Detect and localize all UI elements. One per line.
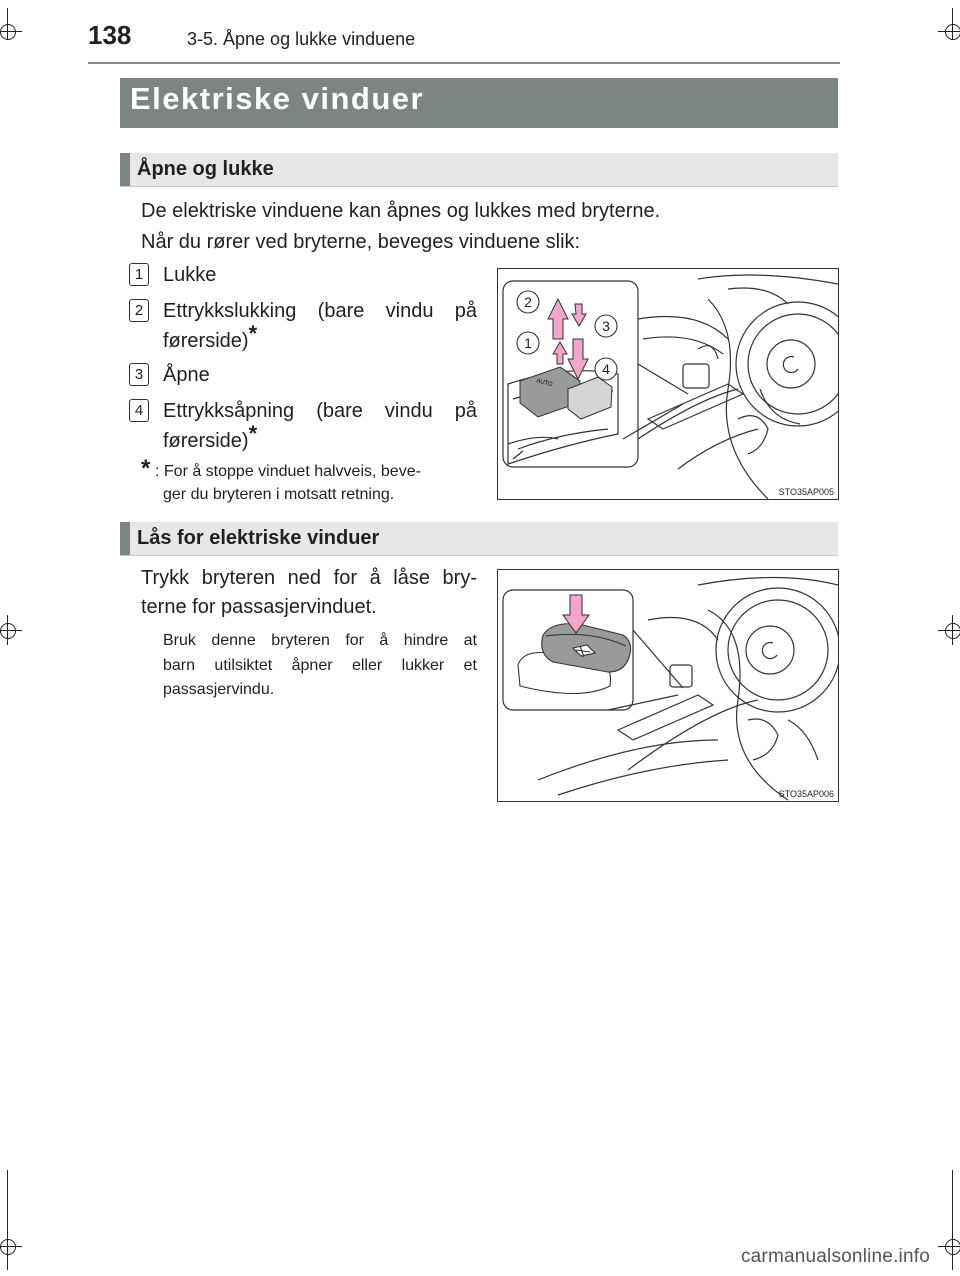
item-number-3: 3 — [129, 363, 149, 386]
subheading-text: Åpne og lukke — [137, 158, 274, 180]
crop-mark-top-left — [0, 0, 30, 40]
footnote-line-2: ger du bryteren i motsatt retning. — [163, 486, 395, 503]
asterisk-mark: * — [248, 321, 258, 347]
crop-mark-top-right — [930, 0, 960, 40]
subheading-window-lock — [120, 522, 838, 556]
item-2-label: Ettrykkslukking (bare vindu på — [163, 300, 477, 322]
crop-mark-mid-right — [930, 615, 960, 645]
auto-label: AUTO — [535, 378, 554, 389]
item-3-label: Åpne — [163, 364, 210, 386]
lock-text-line-2: terne for passasjervinduet. — [141, 596, 377, 618]
intro-line-2: Når du rører ved bryterne, beveges vinduene slik: — [141, 231, 581, 253]
item-4-label: Ettrykksåpning (bare vindu på — [163, 400, 477, 422]
item-2-label-line2 — [163, 321, 258, 353]
callout-1: 1 — [524, 335, 532, 351]
window-switch-illustration — [498, 269, 838, 499]
asterisk-mark: * — [248, 421, 258, 447]
header-rule — [88, 62, 840, 64]
page-number: 138 — [88, 20, 132, 50]
item-4-label-line2-text: førerside) — [163, 430, 249, 452]
item-number-1: 1 — [129, 263, 149, 286]
item-4-label-line2 — [163, 421, 258, 453]
callout-2: 2 — [524, 294, 532, 310]
lock-text-line-1: Trykk bryteren ned for å låse bry- — [141, 567, 477, 589]
window-lock-illustration — [498, 570, 838, 801]
figure-window-switches — [497, 268, 839, 500]
item-1-label: Lukke — [163, 264, 217, 286]
lock-note-line-2: barn utilsiktet åpner eller lukker et — [163, 657, 477, 674]
section-title: 3-5. Åpne og lukke vinduene — [187, 29, 416, 49]
figure-window-lock — [497, 569, 839, 802]
figure-code-1: STO35AP005 — [778, 487, 834, 497]
item-number-4: 4 — [129, 399, 149, 422]
lock-note-line-1: Bruk denne bryteren for å hindre at — [163, 632, 477, 649]
item-number-2: 2 — [129, 299, 149, 322]
figure-code-2: STO35AP006 — [778, 789, 834, 799]
footnote-asterisk: * — [141, 455, 151, 482]
footnote-line-1: : For å stoppe vinduet halvveis, beve- — [155, 463, 421, 480]
crop-mark-bottom-right — [930, 1170, 960, 1270]
subheading-text: Lås for elektriske vinduer — [137, 527, 380, 549]
crop-mark-mid-left — [0, 615, 30, 645]
lock-note-line-3: passasjervindu. — [163, 681, 275, 698]
subheading-accent — [120, 522, 130, 555]
intro-line-1: De elektriske vinduene kan åpnes og lukkes med bryterne. — [141, 200, 661, 222]
subheading-accent — [120, 153, 130, 186]
watermark: carmanualsonline.info — [740, 1246, 930, 1267]
callout-4: 4 — [602, 361, 610, 377]
crop-mark-bottom-left — [0, 1170, 30, 1270]
page-title: Elektriske vinduer — [130, 81, 425, 116]
item-2-label-line2-text: førerside) — [163, 330, 249, 352]
callout-3: 3 — [602, 318, 610, 334]
subheading-open-close — [120, 153, 838, 187]
